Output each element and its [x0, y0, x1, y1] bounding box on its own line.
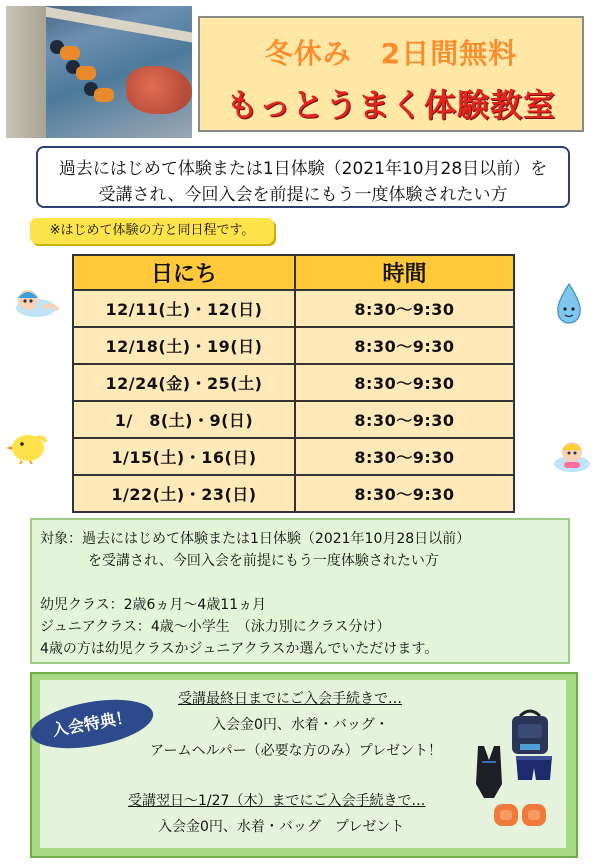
benefit1-line2: アームヘルパー（必要な方のみ）プレゼント！ [150, 743, 443, 759]
schedule-date: 1/22(土)・23(日) [73, 475, 295, 512]
info-target-line1: 対象：過去にはじめて体験または1日体験（2021年10月28日以前） [40, 531, 471, 547]
arm-floats-icon [492, 800, 548, 830]
info-class-toddler: 幼児クラス：2歳6ヵ月～4歳11ヵ月 [40, 597, 267, 613]
time-header: 時間 [295, 255, 514, 290]
info-box [30, 518, 570, 664]
benefit2-heading: 受講翌日～1/27（木）までにご入会手続きで… [128, 793, 426, 809]
target-box [36, 146, 570, 208]
girl-swimmer-mascot-icon [548, 436, 594, 476]
schedule-time: 8:30～9:30 [295, 364, 514, 401]
schedule-row [73, 364, 514, 401]
schedule-row [73, 475, 514, 512]
schedule-table [72, 254, 515, 513]
chick-mascot-icon [6, 426, 48, 464]
schedule-row [73, 327, 514, 364]
schedule-date: 1/15(土)・16(日) [73, 438, 295, 475]
benefit2-line1: 入会金0円、水着・バッグ プレゼント [158, 819, 405, 835]
schedule-time: 8:30～9:30 [295, 401, 514, 438]
info-class-choice: 4歳の方は幼児クラスかジュニアクラスか選んでいただけます。 [40, 641, 439, 657]
date-header: 日にち [73, 255, 295, 290]
same-schedule-note: ※はじめて体験の方と同日程です。 [30, 218, 274, 244]
schedule-row [73, 401, 514, 438]
swim-bag-icon [506, 706, 554, 756]
title-line1: 冬休み 2日間無料 [264, 37, 518, 70]
swimsuit-icon [472, 744, 506, 800]
schedule-date: 1/ 8(土)・9(日) [73, 401, 295, 438]
water-drop-mascot-icon [552, 282, 586, 324]
schedule-header-row [73, 255, 514, 290]
info-class-junior: ジュニアクラス：4歳～小学生 （泳力別にクラス分け） [40, 619, 391, 635]
schedule-date: 12/11(土)・12(日) [73, 290, 295, 327]
info-target-line2: を受講され、今回入会を前提にもう一度体験されたい方 [88, 553, 439, 569]
title-box [198, 16, 584, 132]
swim-trunks-icon [514, 752, 554, 782]
target-line1: 過去にはじめて体験または1日体験（2021年10月28日以前）を [58, 159, 548, 179]
membership-benefit-badge: 入会特典！ [27, 692, 157, 757]
schedule-date: 12/18(土)・19(日) [73, 327, 295, 364]
schedule-row [73, 438, 514, 475]
schedule-time: 8:30～9:30 [295, 290, 514, 327]
benefit1-heading: 受講最終日までにご入会手続きで… [178, 691, 402, 707]
schedule-time: 8:30～9:30 [295, 438, 514, 475]
schedule-date: 12/24(金)・25(土) [73, 364, 295, 401]
schedule-time: 8:30～9:30 [295, 327, 514, 364]
schedule-time: 8:30～9:30 [295, 475, 514, 512]
pool-photo [6, 6, 192, 138]
target-line2: 受講され、今回入会を前提にもう一度体験されたい方 [98, 185, 508, 205]
benefit1-line1: 入会金0円、水着・バッグ・ [212, 717, 389, 733]
title-line2: もっとうまく体験教室 [225, 86, 556, 124]
swimmer-mascot-icon [8, 284, 60, 324]
schedule-row [73, 290, 514, 327]
